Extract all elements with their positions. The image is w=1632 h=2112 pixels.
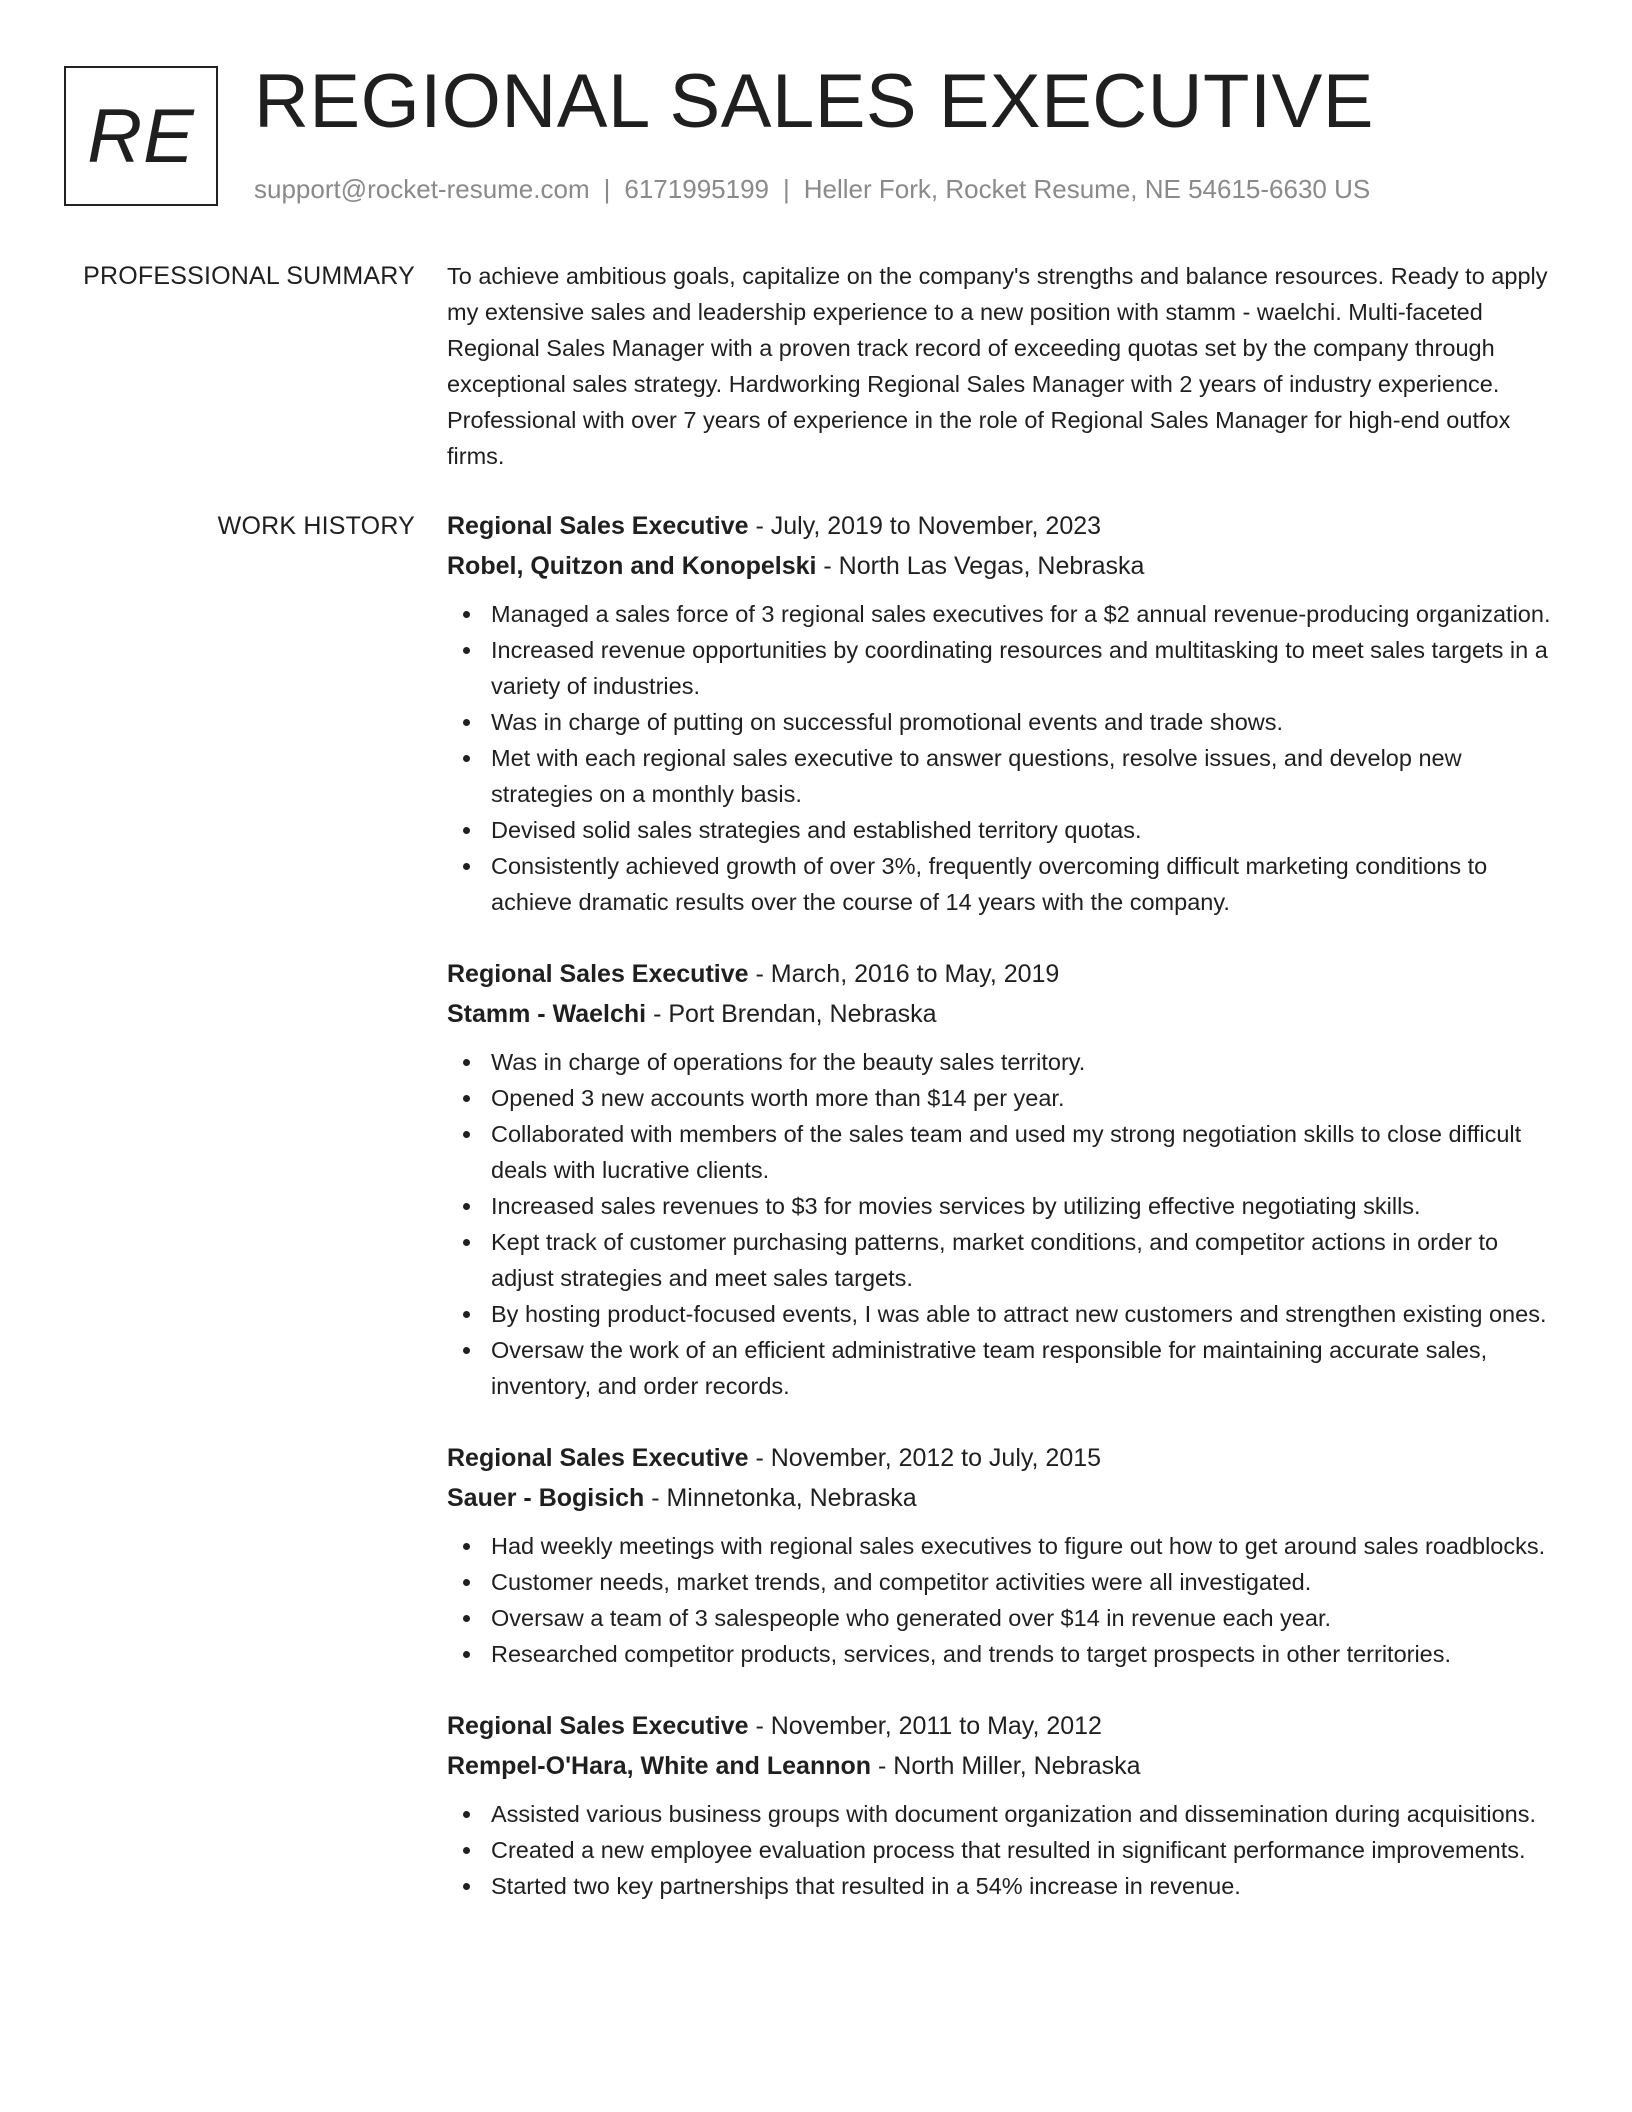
job-company-line (447, 546, 1562, 586)
job-location: - Port Brendan, Nebraska (646, 1000, 937, 1028)
job-dates: - July, 2019 to November, 2023 (748, 512, 1102, 540)
job-title-line (447, 954, 1562, 994)
job-location: - North Miller, Nebraska (871, 1752, 1141, 1780)
job-title-line (447, 1438, 1562, 1478)
contact-separator: | (783, 174, 790, 204)
job-bullet: Was in charge of putting on successful promotional events and trade shows. (447, 704, 1562, 740)
job-bullet: Was in charge of operations for the beauty sales territory. (447, 1044, 1562, 1080)
job-bullet: Assisted various business groups with document organization and dissemination during acquisitions. (447, 1796, 1562, 1832)
job-bullet-list (447, 1528, 1562, 1672)
job-entry (447, 1438, 1562, 1672)
job-bullet: Researched competitor products, services, and trends to target prospects in other territories. (447, 1636, 1562, 1672)
job-entry (447, 1706, 1562, 1904)
job-company: Sauer - Bogisich (447, 1484, 645, 1512)
job-dates: - November, 2012 to July, 2015 (748, 1444, 1102, 1472)
contact-email[interactable]: support@rocket-resume.com (254, 174, 590, 204)
job-bullet: Had weekly meetings with regional sales executives to figure out how to get around sales roadblocks. (447, 1528, 1562, 1564)
contact-separator: | (603, 174, 611, 204)
summary-heading: PROFESSIONAL SUMMARY (83, 262, 415, 290)
resume-header (64, 59, 1584, 210)
resume-title: REGIONAL SALES EXECUTIVE (254, 59, 1374, 144)
job-bullet: Met with each regional sales executive to answer questions, resolve issues, and develop new strategies on a monthly basis. (447, 740, 1562, 812)
job-dates: - November, 2011 to May, 2012 (748, 1712, 1102, 1740)
contact-line (254, 174, 1370, 205)
job-bullet: Increased revenue opportunities by coordinating resources and multitasking to meet sales targets in a variety of industries. (447, 632, 1562, 704)
job-bullet: Customer needs, market trends, and competitor activities were all investigated. (447, 1564, 1562, 1600)
job-company-line (447, 994, 1562, 1034)
job-bullet: By hosting product-focused events, I was able to attract new customers and strengthen existing ones. (447, 1296, 1562, 1332)
job-company-line (447, 1478, 1562, 1518)
job-title: Regional Sales Executive (447, 512, 749, 540)
job-bullet: Consistently achieved growth of over 3%, frequently overcoming difficult marketing conditions to achieve dramatic results over the course of 14 years with the company. (447, 848, 1562, 920)
monogram-logo: RE (64, 66, 218, 206)
job-company: Rempel-O'Hara, White and Leannon (447, 1752, 872, 1780)
job-title: Regional Sales Executive (447, 1444, 749, 1472)
job-bullet: Opened 3 new accounts worth more than $14 per year. (447, 1080, 1562, 1116)
job-bullet: Devised solid sales strategies and established territory quotas. (447, 812, 1562, 848)
job-entry (447, 954, 1562, 1404)
job-entry (447, 506, 1562, 920)
job-bullet: Started two key partnerships that resulted in a 54% increase in revenue. (447, 1868, 1562, 1904)
job-bullet-list (447, 1044, 1562, 1404)
summary-text: To achieve ambitious goals, capitalize on the company's strengths and balance resources. Ready to apply my extensive sales and leadership experience to a new position with stamm - waelchi. Multi-faceted Regional Sales Manager with a proven track record of exceeding quotas set by the company through exceptional sales strategy. Hardworking Regional Sales Manager with 2 years of industry experience. Professional with over 7 years of experience in the role of Regional Sales Manager for high-end outfox firms. (447, 263, 1548, 469)
job-company: Stamm - Waelchi (447, 1000, 647, 1028)
job-bullet: Collaborated with members of the sales team and used my strong negotiation skills to close difficult deals with lucrative clients. (447, 1116, 1562, 1188)
job-dates: - March, 2016 to May, 2019 (748, 960, 1060, 988)
job-location: - Minnetonka, Nebraska (644, 1484, 917, 1512)
job-location: - North Las Vegas, Nebraska (816, 552, 1145, 580)
job-bullet-list (447, 1796, 1562, 1904)
work-history-heading: WORK HISTORY (217, 512, 415, 540)
job-bullet: Kept track of customer purchasing patterns, market conditions, and competitor actions in order to adjust strategies and meet sales targets. (447, 1224, 1562, 1296)
job-title: Regional Sales Executive (447, 960, 749, 988)
job-company: Robel, Quitzon and Konopelski (447, 552, 817, 580)
job-company-line (447, 1746, 1562, 1786)
job-title: Regional Sales Executive (447, 1712, 749, 1740)
job-title-line (447, 506, 1562, 546)
job-title-line (447, 1706, 1562, 1746)
summary-body (447, 258, 1562, 474)
job-bullet: Created a new employee evaluation process that resulted in significant performance improvements. (447, 1832, 1562, 1868)
job-bullet: Oversaw a team of 3 salespeople who generated over $14 in revenue each year. (447, 1600, 1562, 1636)
work-history-body (447, 506, 1562, 1938)
job-bullet: Managed a sales force of 3 regional sales executives for a $2 annual revenue-producing organization. (447, 596, 1562, 632)
job-bullet-list (447, 596, 1562, 920)
contact-phone[interactable]: 6171995199 (624, 174, 769, 204)
job-bullet: Oversaw the work of an efficient administrative team responsible for maintaining accurate sales, inventory, and order records. (447, 1332, 1562, 1404)
job-bullet: Increased sales revenues to $3 for movies services by utilizing effective negotiating skills. (447, 1188, 1562, 1224)
contact-address: Heller Fork, Rocket Resume, NE 54615-6630 US (803, 174, 1371, 204)
